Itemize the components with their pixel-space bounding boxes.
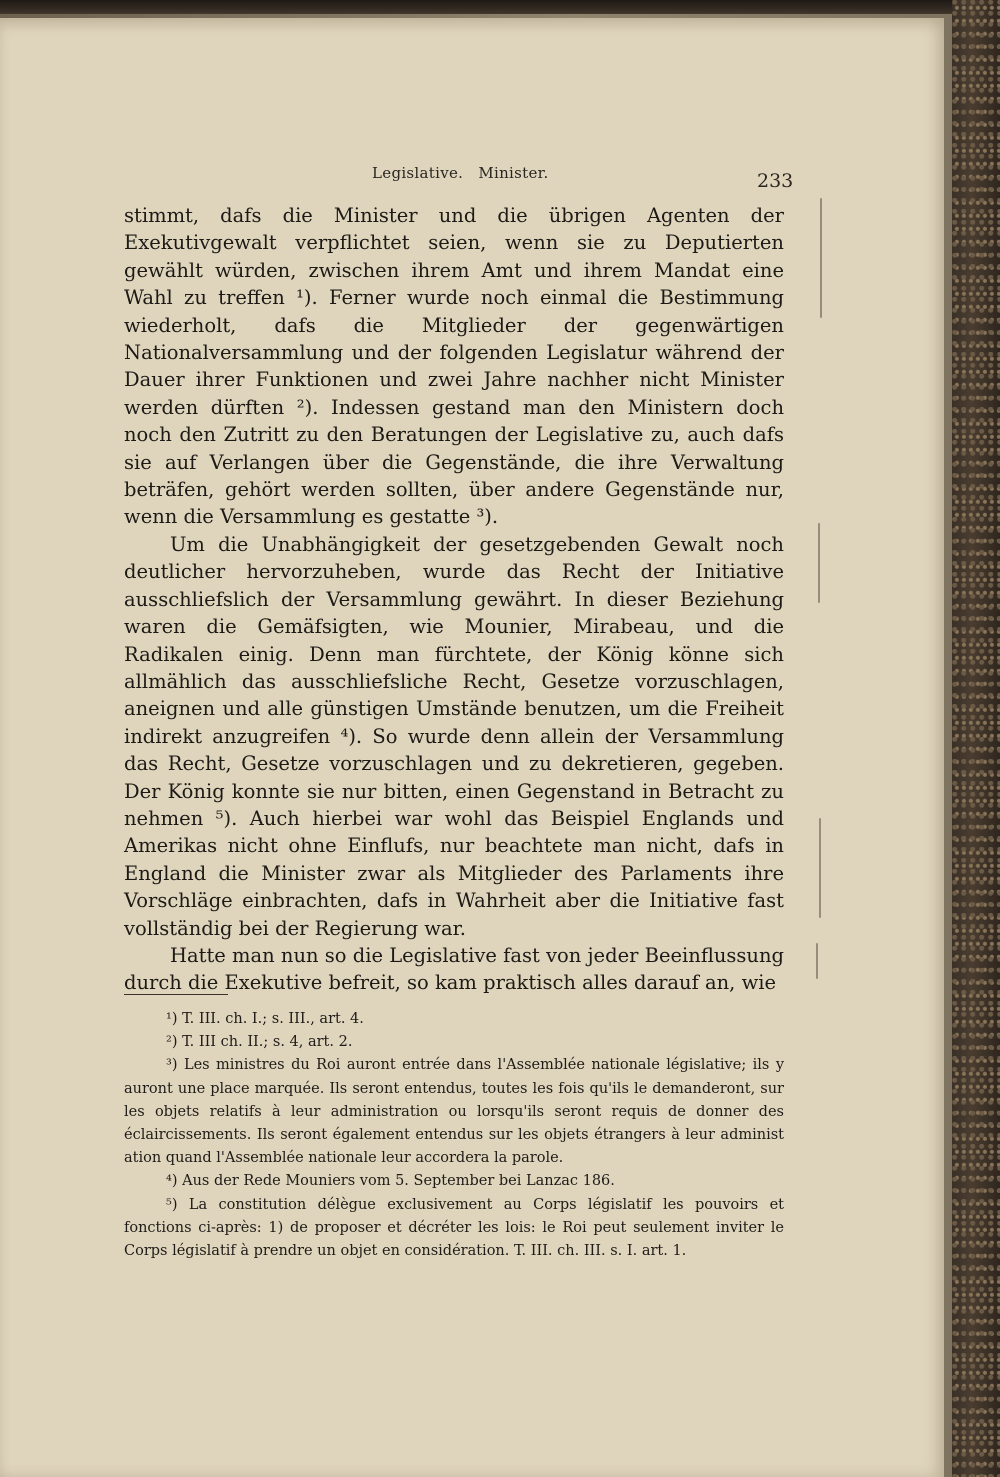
running-head-title: Legislative. [372,164,464,182]
footnote [124,1008,784,1031]
paragraph: Um die Unabhängigkeit der gesetzgebenden Gewalt noch deutlicher hervorzuheben, wurde das Recht der Initiative ausschliefslich der Versammlung gewährt. In dieser Beziehung waren die Gemäfsigten, wie Mounier, Mirabeau, und die Radikalen einig. Denn man fürchtete, der König könne sich allmählich das ausschliefsliche Recht, Gesetze vorzuschlagen, aneignen und alle günstigen Umstände benutzen, um die Freiheit indirekt anzugreifen ⁴). So wurde denn allein der Versammlung das Recht, Gesetze vorzuschlagen und zu dekretieren, gegeben. Der König konnte sie nur bitten, einen Gegenstand in Betracht zu nehmen ⁵). Auch hierbei war wohl das Beispiel Englands und Amerikas nicht ohne Einflufs, nur beachtete man nicht, dafs in England die Minister zwar als Mitglieder des Parlaments ihre Vorschläge einbrachten, dafs in Wahrheit aber die Initiative fast vollständig bei der Regierung war. [124,532,784,940]
page-number: 233 [757,170,794,192]
footnote-mark: ⁵) [166,1196,178,1213]
footnote-text: La constitution délègue exclusivement au Corps législatif les pouvoirs et fonctions ci-après: 1) de proposer et décréter les lois: le Roi peut seulement inviter le Corps législatif à prendre un objet en considération. T. III. ch. III. s. I. art. 1. [124,1196,785,1260]
running-head [372,164,612,182]
pencil-margin-mark [820,198,822,318]
footnote-text: Les ministres du Roi auront entrée dans l'Assemblée nationale législative; ils y auront une place marquée. Ils seront entendus, toutes les fois qu'ils le demanderont, sur les objets relatifs à leur administration ou lorsqu'ils seront requis de donner des éclaircissements. Ils seront également entendus sur les objets étrangers à leur administ ation quand l'Assemblée nationale leur accordera la parole. [124,1057,785,1167]
footnote [124,1054,784,1170]
main-text [124,202,784,997]
footnote [124,1170,784,1193]
running-head-subtitle: Minister. [478,164,549,182]
book-spine-edge [952,0,1000,1477]
footnote-text: T. III ch. II.; s. 4, art. 2. [182,1034,353,1051]
footnote-mark: ²) [166,1034,178,1051]
pencil-margin-mark [819,818,821,918]
paragraph: stimmt, dafs die Minister und die übrigen Agenten der Exekutivgewalt verpflichtet seien, wenn sie zu Deputierten gewählt würden, zwischen ihrem Amt und ihrem Mandat eine Wahl zu treffen ¹). Ferner wurde noch einmal die Bestimmung wiederholt, dafs die Mitglieder der gegenwärtigen Nationalversammlung und der folgenden Legislatur während der Dauer ihrer Funktionen und zwei Jahre nachher nicht Minister werden dürften ²). Indessen gestand man den Ministern doch noch den Zutritt zu den Beratungen der Legislative zu, auch dafs sie auf Verlangen über die Gegenstände, die ihre Verwaltung beträfen, gehört werden sollten, über andere Gegenstände nur, wenn die Versammlung es gestatte ³). [124,204,784,529]
footnote-text: Aus der Rede Mouniers vom 5. September bei Lanzac 186. [182,1173,615,1190]
footnote-mark: ¹) [166,1011,178,1027]
paragraph: Hatte man nun so die Legislative fast von jeder Beeinflussung durch die Exekutive befreit, so kam praktisch alles darauf an, wie [124,943,785,995]
footnote-divider [124,994,228,995]
book-page [0,18,944,1477]
footnote-mark: ⁴) [166,1173,178,1190]
footnote-text: T. III. ch. I.; s. III., art. 4. [182,1011,364,1027]
footnotes [124,1008,784,1263]
pencil-margin-mark [818,523,820,603]
footnote-mark: ³) [166,1057,178,1074]
footnote [124,1194,784,1264]
footnote [124,1031,784,1054]
pencil-margin-mark [816,943,818,979]
